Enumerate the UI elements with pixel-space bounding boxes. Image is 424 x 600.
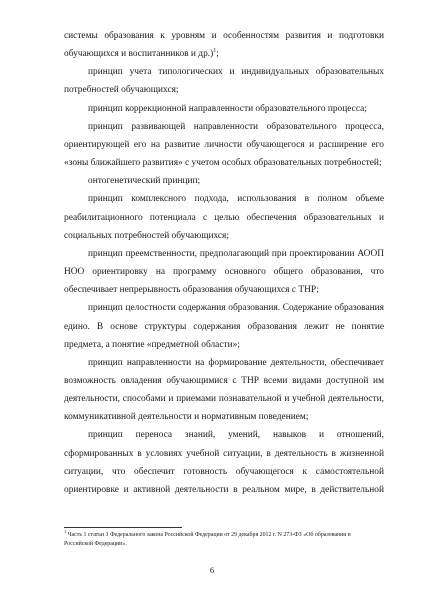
- paragraph-text: принцип направленности на формирование деятельности, обеспечивает возможность овладения обучающимися с ТНР всеми видами доступной им деятельности, способами и приемами познавательной и учебной деятельности, коммуникативной деятельности и нормативным поведением;: [64, 357, 384, 423]
- paragraph: [64, 118, 384, 172]
- paragraph-text: принцип учета типологических и индивидуальных образовательных потребностей обучающихся;: [64, 67, 384, 96]
- body-text: [64, 27, 384, 499]
- paragraph: [64, 100, 384, 118]
- paragraph-text: принцип коррекционной направленности образовательного процесса;: [88, 103, 367, 114]
- footnote-reference: 1: [213, 48, 217, 55]
- paragraph-text: принцип комплексного подхода, использования в полном объеме реабилитационного потенциала с целью обеспечения образовательных и социальных потребностей обучающихся;: [64, 194, 384, 241]
- page-number: 6: [209, 565, 215, 575]
- paragraph: [64, 426, 384, 499]
- footnote-marker: 1: [64, 529, 67, 535]
- paragraph: [64, 172, 384, 190]
- paragraph-text: принцип переноса знаний, умений, навыков и отношений, сформированных в условиях учебной ситуации, в деятельность в жизненной ситуации, что обеспечит готовность обучающегося к самостоятельной ориентировке и активной деятельности в реальном мире, в действительной: [64, 430, 384, 495]
- paragraph: [64, 27, 384, 63]
- footnote-separator: [64, 527, 182, 528]
- paragraph: [64, 190, 384, 244]
- paragraph: [64, 354, 384, 427]
- paragraph-text: онтогенетический принцип;: [88, 176, 201, 187]
- paragraph-text: принцип преемственности, предполагающий при проектировании АООП НОО ориентировку на программу основного общего образования, что обеспечивает непрерывность образования обучающихся с ТНР;: [64, 248, 384, 296]
- paragraph: [64, 63, 384, 99]
- paragraph-text: системы образования к уровням и особенностям развития и подготовки обучающихся и воспитанников и др.): [64, 31, 384, 60]
- footnote-text: Часть 1 статьи 3 Федерального закона Российской Федерации от 29 декабря 2012 г. N 273-ФЗ «Об образовании в Российской Федерации».: [64, 532, 351, 547]
- paragraph: [64, 299, 384, 353]
- footnote: [64, 531, 364, 549]
- paragraph-tail: ;: [216, 49, 219, 60]
- paragraph: [64, 245, 384, 299]
- paragraph-text: принцип развивающей направленности образовательного процесса, ориентирующей его на развитие личности обучающегося и расширение его «зоны ближайшего развития» с учетом особых образовательных потребностей;: [64, 121, 384, 169]
- paragraph-text: принцип целостности содержания образования. Содержание образования едино. В основе структуры содержания образования лежит не понятие предмета, а понятие «предметной области»;: [64, 303, 384, 350]
